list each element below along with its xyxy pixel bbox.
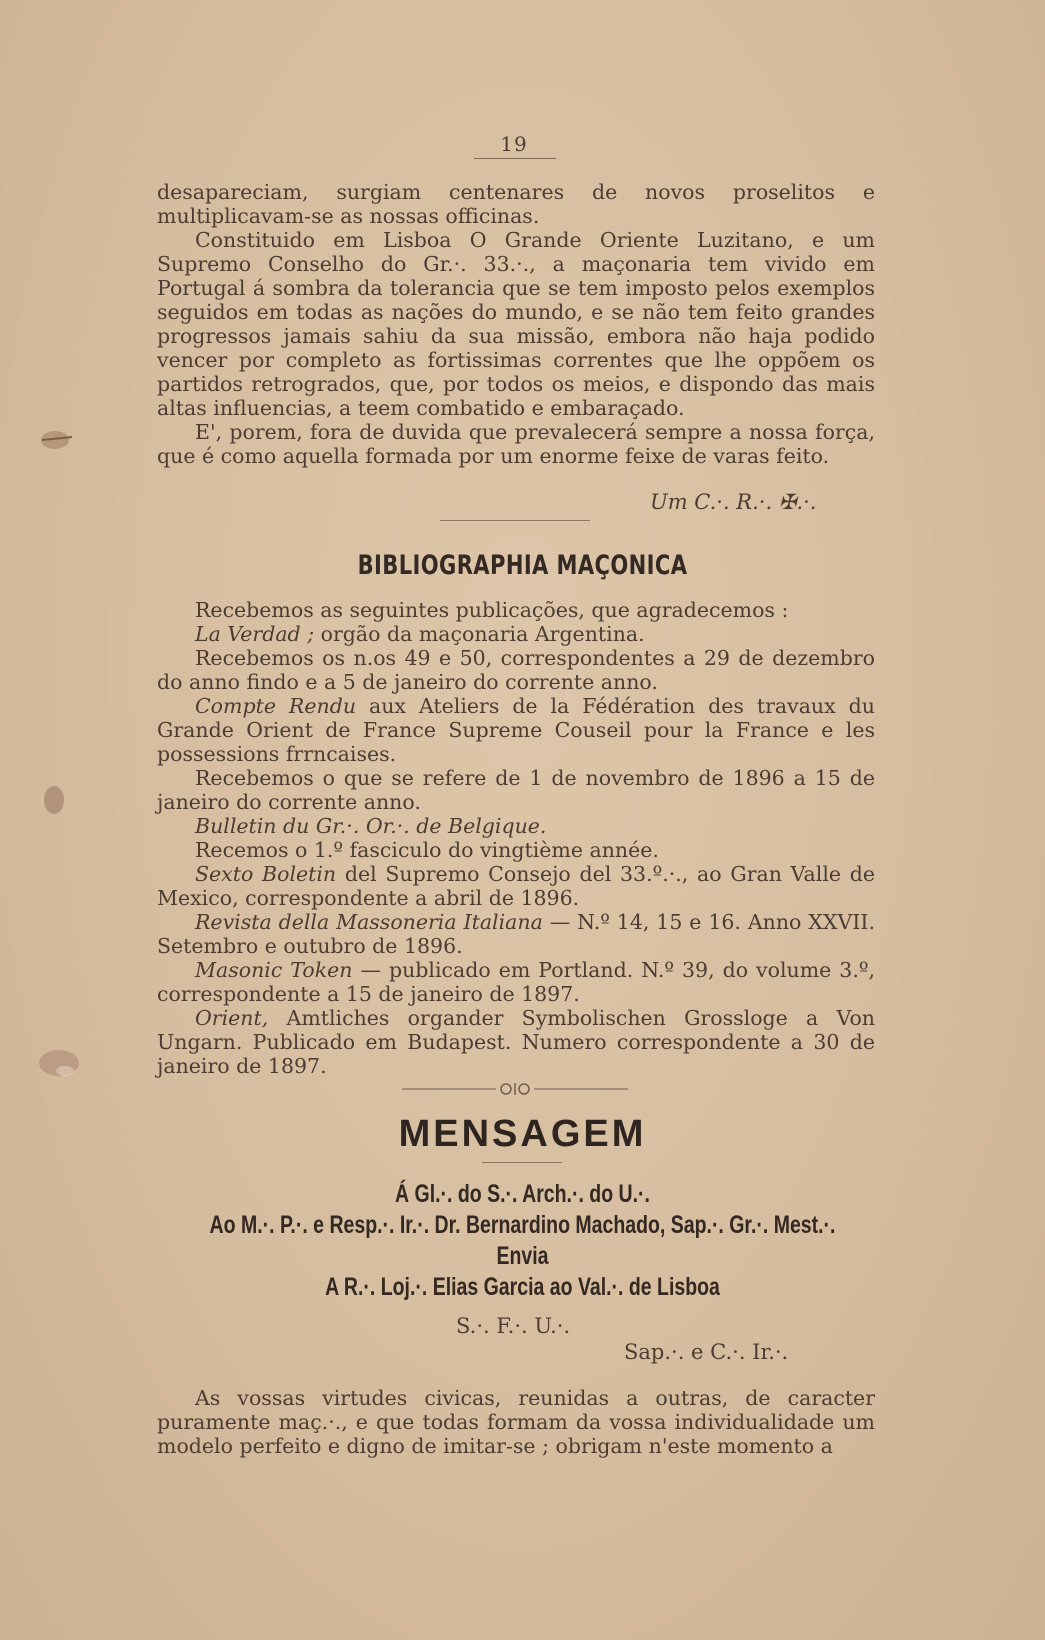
salutation: S.·. F.·. U.·.	[456, 1314, 571, 1338]
stain-mark	[30, 415, 90, 465]
paragraph-2: Constituido em Lisboa O Grande Oriente Luzitano, e um Supremo Conselho do Gr.·. 33.·., a maçonaria tem vivido em Portugal á sombra da tolerancia que se tem imposto pelos exemplos seguidos em todas as nações do mundo, e se não tem feito grandes progressos jamais sahiu da sua missão, embora não haja podido vencer por completo as fortissimas correntes que lhe oppõem os partidos retrogrados, que, por todos os meios, e dispondo das mais altas influencias, a teem combatido e embaraçado.	[157, 228, 875, 420]
greeting: Sap.·. e C.·. Ir.·.	[624, 1340, 789, 1364]
top-text-block	[157, 180, 875, 468]
address-line-2: Ao M.·. P.·. e Resp.·. Ir.·. Dr. Bernardino Machado, Sap.·. Gr.·. Mest.·.	[209, 1211, 836, 1239]
address-line-3: Envia	[496, 1242, 549, 1270]
address-line-1: Á Gl.·. do S.·. Arch.·. do U.·.	[395, 1180, 650, 1208]
address-line-4: A R.·. Loj.·. Elias Garcia ao Val.·. de Lisboa	[325, 1273, 720, 1301]
biblio-entry: Revista della Massoneria Italiana — N.º 14, 15 e 16. Anno XXVII. Setembro e outubro de 1896.	[157, 910, 875, 958]
signature: Um C.·. R.·. ✠.·.	[650, 490, 817, 514]
biblio-entry: Bulletin du Gr.·. Or.·. de Belgique.	[195, 814, 547, 838]
page-number: 19	[500, 132, 528, 156]
biblio-entry: Recemos o 1.º fasciculo do vingtième année.	[195, 838, 659, 862]
section-divider	[440, 520, 590, 521]
biblio-entry: Recebemos as seguintes publicações, que agradecemos :	[195, 598, 789, 622]
stain-mark	[25, 1035, 95, 1090]
biblio-entry: Orient, Amtliches organder Symbolischen Grossloge a Von Ungarn. Publicado em Budapest. Numero correspondente a 30 de janeiro de 1897.	[157, 1006, 875, 1078]
bibliographia-entries	[157, 598, 875, 1078]
biblio-entry: Recebemos os n.os 49 e 50, correspondentes a 29 de dezembro do anno findo e a 5 de janeiro do corrente anno.	[157, 646, 875, 694]
ornament-divider	[400, 1081, 630, 1097]
paragraph-1: desapareciam, surgiam centenares de novos proselitos e multiplicavam-se as nossas officinas.	[157, 180, 875, 228]
stain-mark	[28, 770, 88, 830]
paragraph-3: E', porem, fora de duvida que prevalecerá sempre a nossa força, que é como aquella formada por um enorme feixe de varas feito.	[157, 420, 875, 468]
bibliographia-heading: BIBLIOGRAPHIA MAÇONICA	[357, 550, 688, 581]
biblio-entry: Compte Rendu aux Ateliers de la Fédération des travaux du Grande Orient de France Supreme Couseil pour la France e les possessions frrncaises.	[157, 694, 875, 766]
biblio-entry: Masonic Token — publicado em Portland. N.º 39, do volume 3.º, correspondente a 15 de janeiro de 1897.	[157, 958, 876, 1006]
mensagem-rule	[482, 1162, 562, 1163]
biblio-entry: Recebemos o que se refere de 1 de novembro de 1896 a 15 de janeiro do corrente anno.	[157, 766, 875, 814]
biblio-entry: La Verdad ; orgão da maçonaria Argentina.	[195, 622, 645, 646]
mensagem-title: MENSAGEM	[398, 1113, 647, 1155]
mensagem-body	[157, 1386, 875, 1458]
mensagem-paragraph: As vossas virtudes civicas, reunidas a outras, de caracter puramente maç.·., e que todas formam da vossa individualidade um modelo perfeito e digno de imitar-se ; obrigam n'este momento a	[157, 1386, 875, 1458]
biblio-entry: Sexto Boletin del Supremo Consejo del 33.º.·., ao Gran Valle de Mexico, correspondente a abril de 1896.	[157, 862, 876, 910]
page-number-rule	[474, 158, 556, 159]
